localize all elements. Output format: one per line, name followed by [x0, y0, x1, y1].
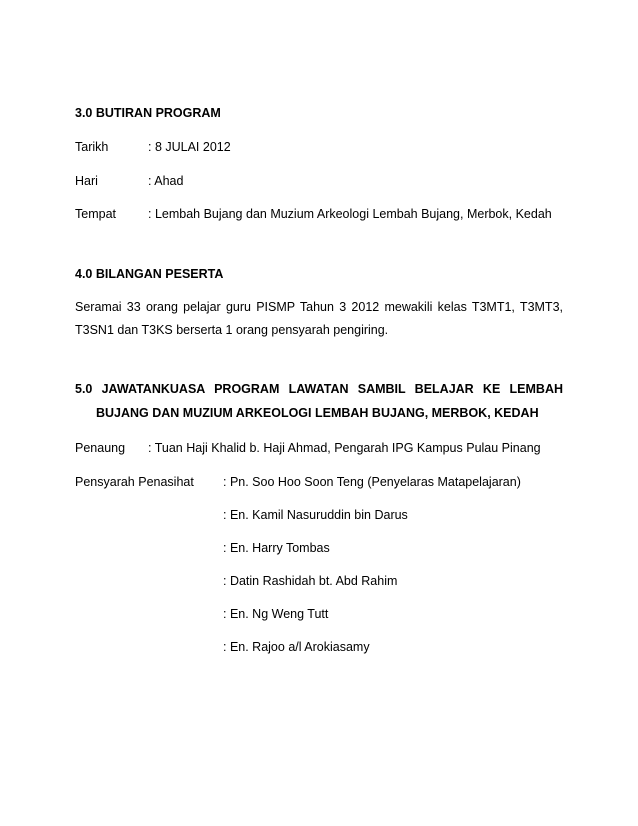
tempat-value: : Lembah Bujang dan Muzium Arkeologi Lembah Bujang, Merbok, Kedah	[148, 207, 552, 221]
penaung-value: : Tuan Haji Khalid b. Haji Ahmad, Pengarah IPG Kampus Pulau Pinang	[148, 441, 541, 455]
tempat-label: Tempat	[75, 207, 116, 221]
penaung-label: Penaung	[75, 441, 126, 455]
penasihat-item: : En. Harry Tombas	[223, 541, 330, 555]
penasihat-item: : En. Ng Weng Tutt	[223, 607, 329, 621]
section-4-paragraph-line-1: Seramai 33 orang pelajar guru PISMP Tahun 3 2012 mewakili kelas T3MT1, T3MT3,	[75, 300, 563, 314]
section-5-heading-line-2: BUJANG DAN MUZIUM ARKEOLOGI LEMBAH BUJANG, MERBOK, KEDAH	[96, 406, 539, 420]
penasihat-item: : En. Kamil Nasuruddin bin Darus	[223, 508, 408, 522]
penasihat-item: : Pn. Soo Hoo Soon Teng (Penyelaras Matapelajaran)	[223, 475, 521, 489]
hari-value: : Ahad	[148, 174, 184, 188]
tarikh-value: : 8 JULAI 2012	[148, 140, 231, 154]
section-4-heading: 4.0 BILANGAN PESERTA	[75, 267, 224, 281]
section-3-heading: 3.0 BUTIRAN PROGRAM	[75, 106, 221, 120]
section-4-paragraph-line-2: T3SN1 dan T3KS berserta 1 orang pensyarah pengiring.	[75, 323, 389, 337]
hari-label: Hari	[75, 174, 98, 188]
pensyarah-penasihat-label: Pensyarah Penasihat	[75, 475, 194, 489]
tarikh-label: Tarikh	[75, 140, 109, 154]
penasihat-item: : Datin Rashidah bt. Abd Rahim	[223, 574, 398, 588]
section-5-heading-line-1: 5.0 JAWATANKUASA PROGRAM LAWATAN SAMBIL BELAJAR KE LEMBAH	[75, 382, 563, 396]
penasihat-item: : En. Rajoo a/l Arokiasamy	[223, 640, 370, 654]
